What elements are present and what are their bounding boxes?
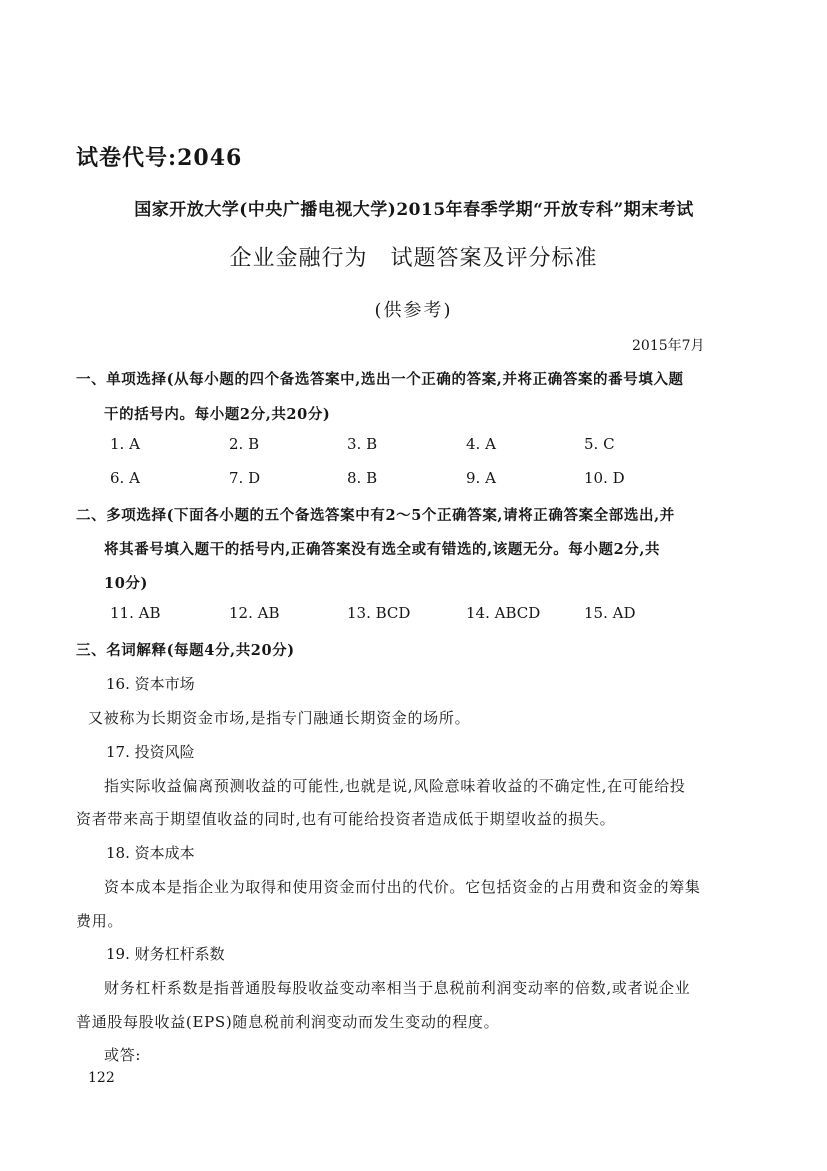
term-16: 16. 资本市场 xyxy=(106,675,195,693)
answer-10: 10. D xyxy=(584,469,625,487)
section2-title-line1: 二、多项选择(下面各小题的五个备选答案中有2～5个正确答案,请将正确答案全部选出,并 xyxy=(76,507,675,524)
term-17: 17. 投资风险 xyxy=(106,743,195,761)
or-answer-label: 或答: xyxy=(104,1046,142,1064)
answer-4: 4. A xyxy=(466,435,496,453)
exam-date: 2015年7月 xyxy=(632,338,705,354)
answer-14: 14. ABCD xyxy=(466,604,541,622)
definition-19-line2: 普通股每股收益(EPS)随息税前利润变动而发生变动的程度。 xyxy=(76,1013,500,1031)
term-19: 19. 财务杠杆系数 xyxy=(106,945,225,963)
answer-11: 11. AB xyxy=(110,604,161,622)
section2-title-line2: 将其番号填入题干的括号内,正确答案没有选全或有错选的,该题无分。每小题2分,共 xyxy=(104,541,661,558)
answer-7: 7. D xyxy=(229,469,261,487)
answer-15: 15. AD xyxy=(584,604,636,622)
answer-9: 9. A xyxy=(466,469,496,487)
exam-title: 国家开放大学(中央广播电视大学)2015年春季学期“开放专科”期末考试 xyxy=(134,200,694,220)
answer-8: 8. B xyxy=(347,469,378,487)
answer-13: 13. BCD xyxy=(347,604,411,622)
section1-title-line1: 一、单项选择(从每小题的四个备选答案中,选出一个正确的答案,并将正确答案的番号填入题 xyxy=(76,371,684,388)
answer-5: 5. C xyxy=(584,435,615,453)
paper-code: 试卷代号:2046 xyxy=(76,145,243,171)
definition-16-line1: 又被称为长期资金市场,是指专门融通长期资金的场所。 xyxy=(88,709,471,727)
answer-1: 1. A xyxy=(110,435,140,453)
answer-3: 3. B xyxy=(347,435,378,453)
definition-18-line1: 资本成本是指企业为取得和使用资金而付出的代价。它包括资金的占用费和资金的筹集 xyxy=(104,878,701,896)
sub-title: (供参考) xyxy=(374,300,453,321)
answer-6: 6. A xyxy=(110,469,140,487)
definition-17-line1: 指实际收益偏离预测收益的可能性,也就是说,风险意味着收益的不确定性,在可能给投 xyxy=(104,777,686,795)
definition-18-line2: 费用。 xyxy=(76,912,124,930)
definition-19-line1: 财务杠杆系数是指普通股每股收益变动率相当于息税前利润变动率的倍数,或者说企业 xyxy=(104,979,691,997)
page-number: 122 xyxy=(88,1070,115,1086)
term-18: 18. 资本成本 xyxy=(106,844,195,862)
answer-12: 12. AB xyxy=(229,604,280,622)
answer-2: 2. B xyxy=(229,435,260,453)
section2-title-line3: 10分) xyxy=(104,575,148,592)
main-title: 企业金融行为 试题答案及评分标准 xyxy=(229,246,598,271)
definition-17-line2: 资者带来高于期望值收益的同时,也有可能给投资者造成低于期望收益的损失。 xyxy=(76,810,616,828)
section1-title-line2: 干的括号内。每小题2分,共20分) xyxy=(104,406,331,423)
section3-title: 三、名词解释(每题4分,共20分) xyxy=(76,642,295,659)
